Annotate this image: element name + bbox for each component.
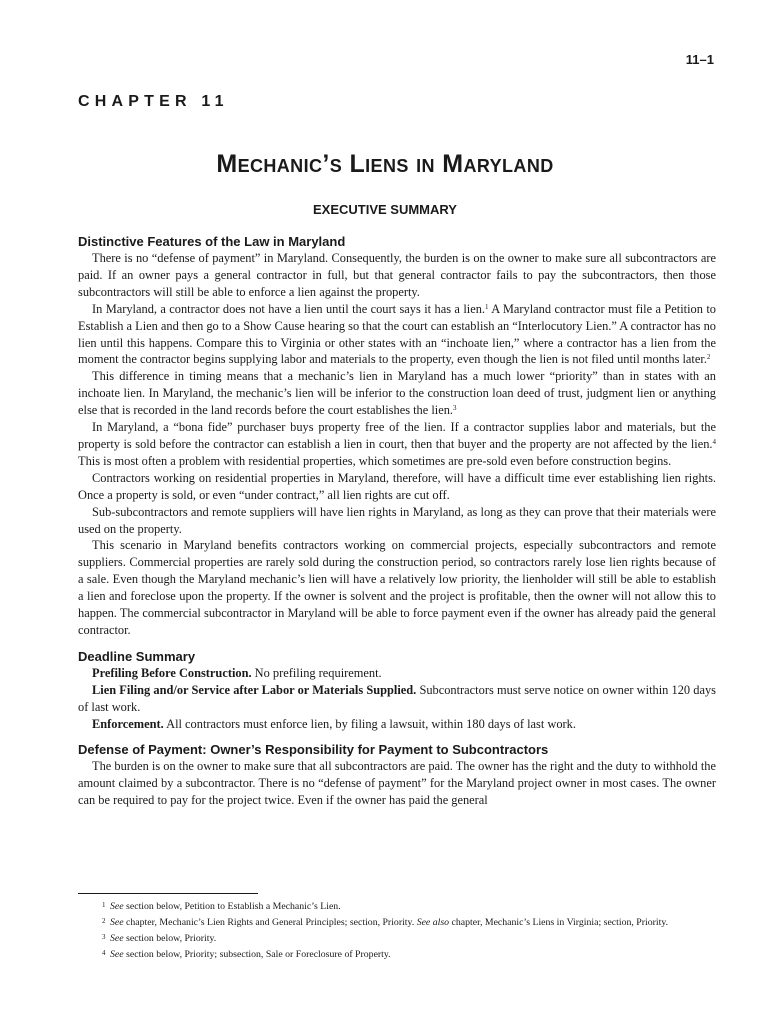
paragraph: Sub-subcontractors and remote suppliers will have lien rights in Maryland, as long as they can prove that their materials were used on the property. — [78, 504, 716, 536]
text: A Maryland contractor must file a Petition to Establish a Lien and then go to a Show Cause hearing so that the court can establish an “Interlocutory Lien.” A contractor has no lien until this happens. Compare this to Virginia or other states with an “inchoate lien,” where a contractor has a lien from the moment the contractor begins supplying labor and materials to the property, even though the lien is not filed until months later. — [78, 301, 716, 367]
text: In Maryland, a contractor does not have a lien until the court says it has a lien. — [92, 301, 485, 316]
section-heading-distinctive: Distinctive Features of the Law in Maryland — [78, 234, 346, 249]
footnote-number: 3 — [102, 933, 106, 941]
footnote-3 — [78, 930, 716, 946]
section-heading-defense: Defense of Payment: Owner’s Responsibility for Payment to Subcontractors — [78, 742, 549, 758]
chapter-title: Mechanic’s Liens in Maryland — [216, 150, 554, 178]
footnote-divider — [78, 893, 258, 894]
footnote-ref-3[interactable]: 3 — [453, 404, 457, 413]
text: This difference in timing means that a mechanic’s lien in Maryland has a much lower “priority” than in states with an inchoate lien. In Maryland, the mechanic’s lien will be inferior to the construction loan deed of trust, judgment lien or anything else that is recorded in the land records before the court establishes the lien. — [78, 369, 716, 418]
paragraph: There is no “defense of payment” in Maryland. Consequently, the burden is on the owner to make sure all subcontractors are paid. If an owner pays a general contractor in full, but that general contractor fails to pay the subcontractors, then those subcontractors will still be able to enforce a lien against the property. — [78, 251, 716, 299]
footnote-see: See — [110, 917, 124, 928]
footnote-text: section below, Petition to Establish a Mechanic’s Lien. — [123, 901, 341, 912]
paragraph — [78, 419, 716, 470]
paragraph: This scenario in Maryland benefits contractors working on commercial projects, especially subcontractors and remote suppliers. Commercial properties are rarely sold during the construction period, so contractors rarely lose lien rights because of a sale. Even though the Maryland mechanic’s lien will have a relatively low priority, the lienholder will still be able to establish a lien and foreclose upon the property. If the owner is solvent and the project is profitable, then the owner will not allow this to happen. The commercial subcontractor in Maryland will be able to force payment even if the owner has already paid the general contractor. — [78, 538, 716, 637]
paragraph: The burden is on the owner to make sure that all subcontractors are paid. The owner has the right and the duty to withhold the amount claimed by a subcontractor. There is no “defense of payment” for the Maryland project owner in most cases. The owner can be required to pay for the project twice. Even if the owner has paid the general — [78, 759, 716, 808]
deadline-item — [78, 716, 716, 733]
footnote-text: section below, Priority; subsection, Sale or Foreclosure of Property. — [123, 949, 391, 960]
deadline-item-text: No prefiling requirement. — [251, 665, 382, 680]
deadline-item-text: Subcontractors must serve notice on owner within 120 days of last work. — [78, 682, 716, 714]
deadline-item-lead: Enforcement. — [92, 716, 164, 731]
deadline-item-text: All contractors must enforce lien, by filing a lawsuit, within 180 days of last work. — [163, 716, 576, 731]
footnote-number: 2 — [102, 917, 106, 925]
deadline-item-lead: Lien Filing and/or Service after Labor or Materials Supplied. — [92, 682, 417, 697]
page-number: 11–1 — [685, 52, 714, 67]
footnote-see-also: See also — [416, 917, 450, 928]
footnote-ref-2[interactable]: 2 — [706, 353, 711, 362]
text: This is most often a problem with residential properties, which sometimes are pre-sold even before construction begins. — [78, 453, 672, 468]
deadline-item-lead: Prefiling Before Construction. — [92, 665, 252, 680]
footnote-number: 4 — [102, 949, 106, 957]
deadline-item — [78, 682, 716, 716]
footnotes — [78, 898, 716, 962]
paragraph — [78, 301, 716, 369]
executive-summary-title: EXECUTIVE SUMMARY — [313, 202, 457, 217]
footnote-number: 1 — [102, 901, 106, 909]
footnote-see: See — [110, 949, 124, 960]
deadline-item — [78, 665, 716, 682]
document-body — [78, 234, 716, 809]
footnote-ref-1[interactable]: 1 — [485, 302, 489, 311]
paragraph — [78, 368, 716, 419]
paragraph: Contractors working on residential properties in Maryland, therefore, will have a difficult time ever establishing lien rights. Once a property is sold, or even “under contract,” all lien rights are cut off. — [78, 470, 716, 502]
section-heading-deadline: Deadline Summary — [78, 648, 196, 664]
footnote-text: section below, Priority. — [123, 933, 217, 944]
text: In Maryland, a “bona fide” purchaser buys property free of the lien. If a contractor supplies labor and materials, but the property is sold before the contractor can establish a lien in court, then that buyer and the property are not affected by the lien. — [78, 420, 716, 451]
footnote-ref-4[interactable]: 4 — [712, 437, 716, 446]
footnote-see: See — [110, 933, 124, 944]
footnote-2 — [78, 914, 716, 930]
footnote-text: chapter, Mechanic’s Lien Rights and General Principles; section, Priority. — [123, 917, 417, 928]
footnote-4 — [78, 946, 716, 962]
chapter-label: CHAPTER 11 — [78, 93, 229, 110]
footnote-1 — [78, 898, 716, 914]
footnote-text: chapter, Mechanic’s Liens in Virginia; section, Priority. — [449, 917, 669, 928]
footnote-see: See — [110, 901, 124, 912]
